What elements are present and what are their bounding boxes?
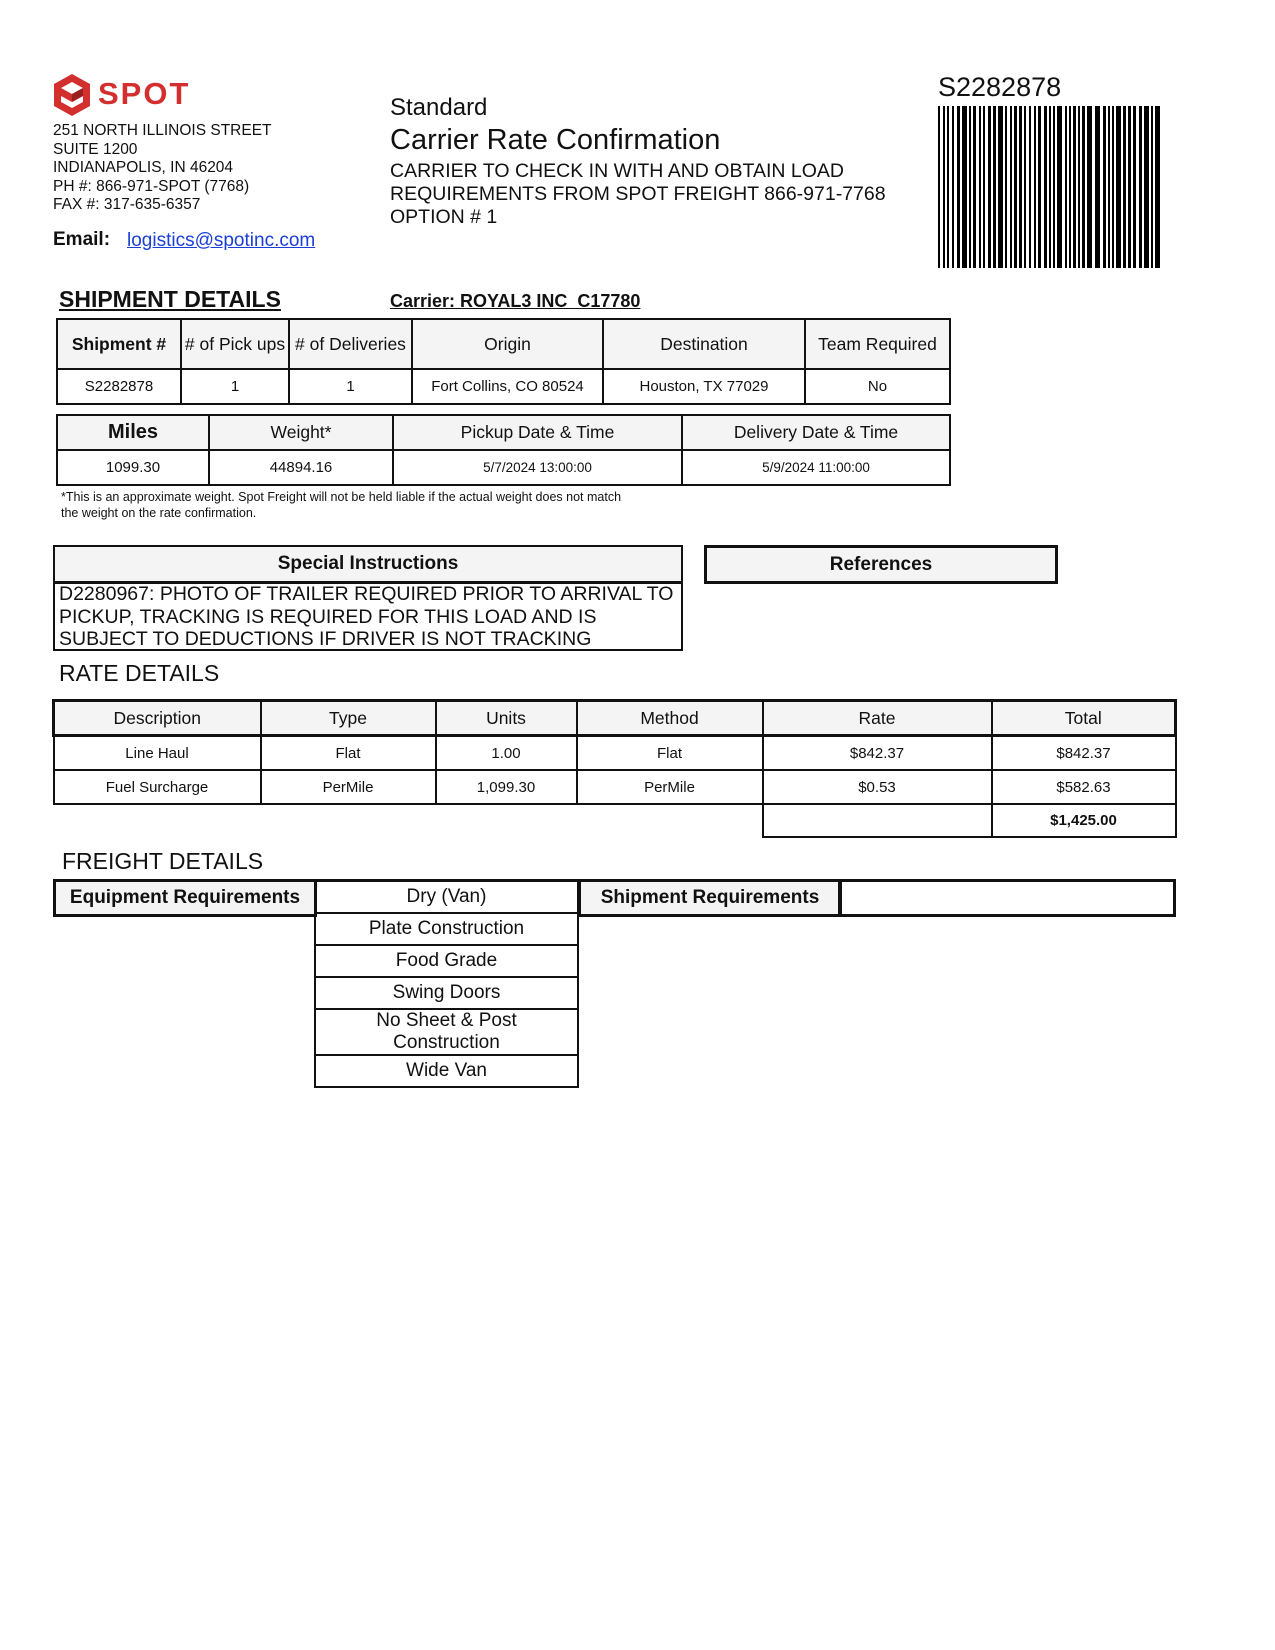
column-header: Origin bbox=[412, 319, 603, 369]
shipment-details-title: SHIPMENT DETAILS bbox=[59, 286, 281, 312]
column-header: # of Deliveries bbox=[289, 319, 412, 369]
references-title: References bbox=[704, 545, 1058, 584]
equipment-list bbox=[314, 879, 579, 1088]
shipment-number-header: S2282878 bbox=[938, 72, 1062, 102]
address-line: 251 NORTH ILLINOIS STREET bbox=[53, 122, 272, 139]
table-cell: No bbox=[805, 369, 950, 404]
equipment-item: Food Grade bbox=[315, 945, 578, 977]
rate-table bbox=[52, 699, 1177, 838]
table-cell: Line Haul bbox=[54, 736, 261, 771]
column-header: Pickup Date & Time bbox=[393, 415, 682, 450]
document-type: Standard bbox=[390, 94, 488, 121]
table-cell: 1 bbox=[181, 369, 289, 404]
table-cell: PerMile bbox=[261, 770, 436, 804]
table-cell: $842.37 bbox=[992, 736, 1176, 771]
column-header: # of Pick ups bbox=[181, 319, 289, 369]
column-header: Type bbox=[261, 701, 436, 736]
carrier-label: Carrier: ROYAL3 INC C17780 bbox=[390, 291, 641, 311]
rate-details-title: RATE DETAILS bbox=[59, 660, 220, 686]
column-header: Units bbox=[436, 701, 577, 736]
empty-cell bbox=[436, 804, 577, 837]
empty-cell bbox=[261, 804, 436, 837]
table-cell: PerMile bbox=[577, 770, 763, 804]
table-cell: 1.00 bbox=[436, 736, 577, 771]
empty-cell bbox=[763, 804, 992, 837]
miles-table bbox=[56, 414, 951, 486]
table-cell: $842.37 bbox=[763, 736, 992, 771]
equipment-item: Wide Van bbox=[315, 1055, 578, 1087]
column-header: Total bbox=[992, 701, 1176, 736]
equipment-item: Swing Doors bbox=[315, 977, 578, 1009]
column-header: Team Required bbox=[805, 319, 950, 369]
column-header: Method bbox=[577, 701, 763, 736]
table-cell: 1099.30 bbox=[57, 450, 209, 485]
table-cell: Houston, TX 77029 bbox=[603, 369, 805, 404]
table-cell: 5/7/2024 13:00:00 bbox=[393, 450, 682, 485]
empty-cell bbox=[54, 804, 261, 837]
table-cell: 5/9/2024 11:00:00 bbox=[682, 450, 950, 485]
column-header: Delivery Date & Time bbox=[682, 415, 950, 450]
empty-cell bbox=[577, 804, 763, 837]
table-cell: Flat bbox=[577, 736, 763, 771]
shipment-requirements-value bbox=[838, 879, 1176, 917]
grand-total: $1,425.00 bbox=[992, 804, 1176, 837]
table-cell: Fuel Surcharge bbox=[54, 770, 261, 804]
equipment-item: Dry (Van) bbox=[315, 881, 578, 914]
column-header: Shipment # bbox=[57, 319, 181, 369]
equipment-item: No Sheet & Post Construction bbox=[315, 1009, 578, 1055]
column-header: Destination bbox=[603, 319, 805, 369]
table-cell: S2282878 bbox=[57, 369, 181, 404]
weight-disclaimer: *This is an approximate weight. Spot Freight will not be held liable if the actual weight does not match the weight on the rate confirmation. bbox=[61, 490, 622, 520]
shipment-table bbox=[56, 318, 951, 405]
table-cell: $0.53 bbox=[763, 770, 992, 804]
table-row bbox=[57, 450, 950, 485]
barcode-icon bbox=[938, 106, 1162, 268]
table-cell: Flat bbox=[261, 736, 436, 771]
total-row bbox=[54, 804, 1176, 837]
equipment-requirements-label: Equipment Requirements bbox=[53, 879, 317, 917]
table-cell: 44894.16 bbox=[209, 450, 393, 485]
address-line: INDIANAPOLIS, IN 46204 bbox=[53, 159, 234, 176]
email-label: Email: bbox=[53, 229, 111, 250]
document-title: Carrier Rate Confirmation bbox=[390, 124, 721, 156]
special-instructions-box bbox=[53, 545, 683, 651]
special-instructions-title: Special Instructions bbox=[55, 547, 681, 584]
table-cell: Fort Collins, CO 80524 bbox=[412, 369, 603, 404]
column-header: Rate bbox=[763, 701, 992, 736]
company-address bbox=[53, 122, 272, 215]
address-line: PH #: 866-971-SPOT (7768) bbox=[53, 177, 250, 195]
table-cell: $582.63 bbox=[992, 770, 1176, 804]
equipment-item: Plate Construction bbox=[315, 913, 578, 945]
address-line: FAX #: 317-635-6357 bbox=[53, 196, 201, 213]
freight-details-title: FREIGHT DETAILS bbox=[62, 848, 264, 874]
table-cell: 1 bbox=[289, 369, 412, 404]
table-row bbox=[54, 770, 1176, 804]
address-line: SUITE 1200 bbox=[53, 140, 138, 158]
table-cell: 1,099.30 bbox=[436, 770, 577, 804]
table-row bbox=[54, 736, 1176, 771]
brand-name: SPOT bbox=[98, 76, 191, 111]
shipment-requirements-label: Shipment Requirements bbox=[578, 879, 842, 917]
check-in-note: CARRIER TO CHECK IN WITH AND OBTAIN LOAD REQUIREMENTS FROM SPOT FREIGHT 866-971-7768 OPTION # 1 bbox=[390, 160, 886, 228]
table-row bbox=[57, 369, 950, 404]
email-link[interactable]: logistics@spotinc.com bbox=[127, 230, 316, 251]
column-header: Weight* bbox=[209, 415, 393, 450]
column-header: Description bbox=[54, 701, 261, 736]
column-header: Miles bbox=[57, 415, 209, 450]
special-instructions-text: D2280967: PHOTO OF TRAILER REQUIRED PRIOR TO ARRIVAL TO PICKUP, TRACKING IS REQUIRED FOR THIS LOAD AND IS SUBJECT TO DEDUCTIONS IF DRIVER IS NOT TRACKING bbox=[59, 583, 674, 650]
